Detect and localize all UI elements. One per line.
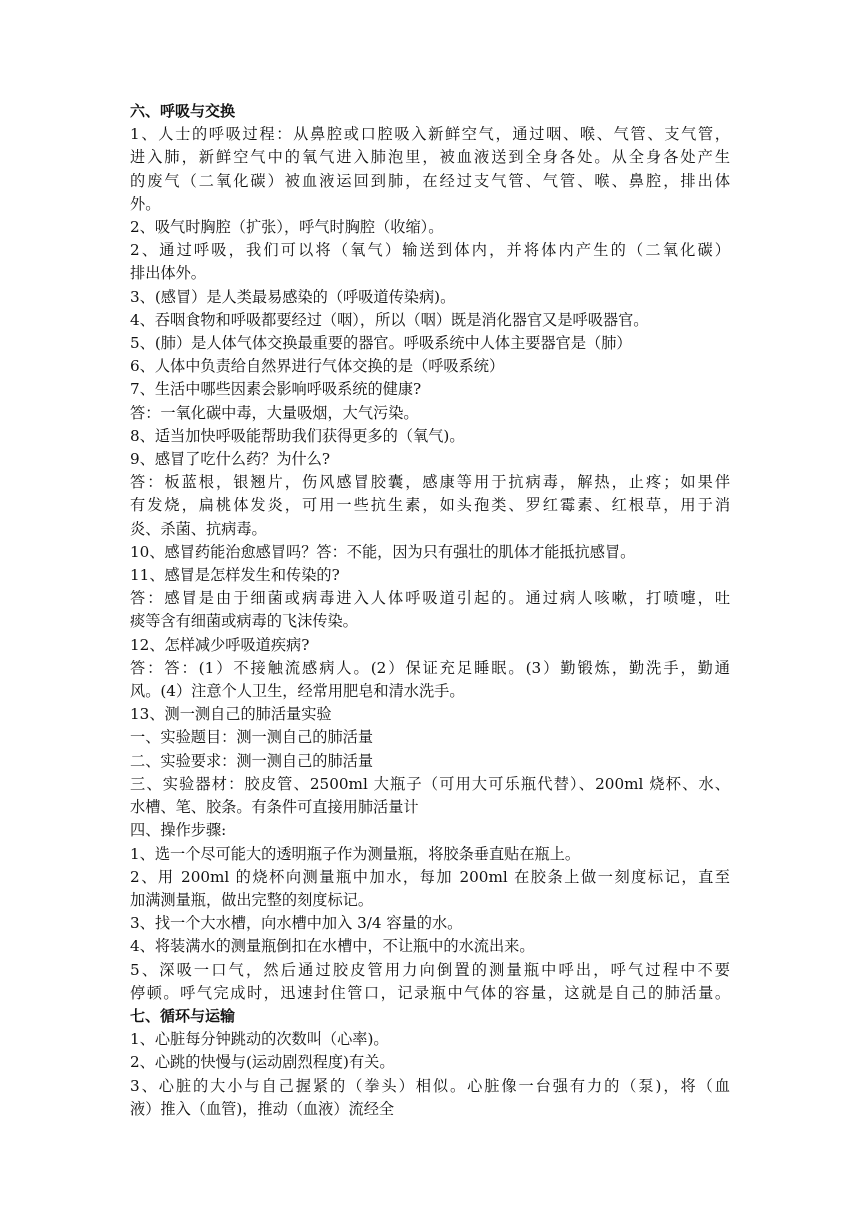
text-line: 加满测量瓶，做出完整的刻度标记。 — [130, 890, 373, 909]
text-line: 炎、杀菌、抗病毒。 — [130, 519, 267, 538]
text-line: 2、用 200ml 的烧杯向测量瓶中加水，每加 200ml 在胶条上做一刻度标记，直至 — [130, 867, 730, 886]
text-line: 风。(4）注意个人卫生，经常用肥皂和清水洗手。 — [130, 682, 465, 701]
text-line: 4、将装满水的测量瓶倒扣在水槽中，不让瓶中的水流出来。 — [130, 937, 535, 956]
text-line: 水槽、笔、胶条。有条件可直接用肺活量计 — [130, 798, 419, 817]
text-line: 答：板蓝根，银翘片，伤风感冒胶囊，感康等用于抗病毒，解热，止疼；如果伴 — [130, 473, 730, 492]
text-line: 三、实验器材：胶皮管、2500ml 大瓶子（可用大可乐瓶代替）、200ml 烧杯、水、 — [130, 774, 730, 793]
text-line: 进入肺，新鲜空气中的氧气进入肺泡里，被血液送到全身各处。从全身各处产生 — [130, 148, 730, 167]
text-line: 痰等含有细菌或病毒的飞沫传染。 — [130, 612, 358, 631]
text-line: 四、操作步骤: — [130, 821, 227, 840]
text-line: 有发烧，扁桃体发炎，可用一些抗生素，如头孢类、罗红霉素、红根草，用于消 — [130, 496, 730, 515]
text-line: 2、通过呼吸，我们可以将（氧气）输送到体内，并将体内产生的（二氧化碳） — [130, 241, 730, 260]
text-line: 12、怎样减少呼吸道疾病? — [130, 635, 310, 654]
text-line: 外。 — [130, 194, 161, 213]
text-line: 答：一氧化碳中毒，大量吸烟，大气污染。 — [130, 403, 419, 422]
text-line: 3、找一个大水槽，向水槽中加入 3/4 容量的水。 — [130, 914, 463, 933]
text-line: 停顿。呼气完成时，迅速封住管口，记录瓶中气体的容量，这就是自己的肺活量。 — [130, 983, 730, 1002]
text-line: 3、(感冒）是人类最易感染的（呼吸道传染病)。 — [130, 287, 456, 306]
text-line: 2、心跳的快慢与(运动剧烈程度)有关。 — [130, 1053, 395, 1072]
text-line: 1、心脏每分钟跳动的次数叫（心率)。 — [130, 1030, 389, 1049]
document-page — [130, 100, 730, 1121]
text-line: 5、深吸一口气，然后通过胶皮管用力向倒置的测量瓶中呼出，呼气过程中不要 — [130, 960, 730, 979]
text-line: 10、感冒药能治愈感冒吗？答：不能，因为只有强壮的肌体才能抵抗感冒。 — [130, 542, 636, 561]
text-line: 液）推入（血管)，推动（血液）流经全 — [130, 1099, 395, 1118]
text-line: 9、感冒了吃什么药？为什么? — [130, 450, 331, 469]
text-line: 7、生活中哪些因素会影响呼吸系统的健康? — [130, 380, 422, 399]
text-line: 3、心脏的大小与自己握紧的（拳头）相似。心脏像一台强有力的（泵)，将（血 — [130, 1076, 730, 1095]
text-line: 1、选一个尽可能大的透明瓶子作为测量瓶，将胶条垂直贴在瓶上。 — [130, 844, 581, 863]
text-line: 一、实验题目：测一测自己的肺活量 — [130, 728, 373, 747]
text-line: 8、适当加快呼吸能帮助我们获得更多的（氧气)。 — [130, 426, 465, 445]
section-heading: 六、呼吸与交换 — [130, 102, 236, 120]
text-line: 13、测一测自己的肺活量实验 — [130, 705, 332, 724]
text-line: 5、(肺）是人体气体交换最重要的器官。呼吸系统中人体主要器官是（肺） — [130, 334, 632, 353]
text-line: 2、吸气时胸腔（扩张），呼气时胸腔（收缩）。 — [130, 218, 444, 237]
text-line: 的废气（二氧化碳）被血液运回到肺，在经过支气管、气管、喉、鼻腔，排出体 — [130, 171, 730, 190]
text-line: 排出体外。 — [130, 264, 206, 283]
section-heading: 七、循环与运输 — [130, 1006, 236, 1025]
text-line: 答：感冒是由于细菌或病毒进入人体呼吸道引起的。通过病人咳嗽，打喷嚏，吐 — [130, 589, 730, 608]
text-line: 1、人士的呼吸过程：从鼻腔或口腔吸入新鲜空气，通过咽、喉、气管、支气管， — [130, 125, 730, 144]
text-line: 11、感冒是怎样发生和传染的? — [130, 566, 340, 585]
text-line: 答：答：(1）不接触流感病人。(2）保证充足睡眠。(3）勤锻炼，勤洗手，勤通 — [130, 658, 730, 677]
text-line: 二、实验要求：测一测自己的肺活量 — [130, 751, 373, 770]
text-line: 4、吞咽食物和呼吸都要经过（咽），所以（咽）既是消化器官又是呼吸器官。 — [130, 310, 649, 329]
text-line: 6、人体中负责给自然界进行气体交换的是（呼吸系统） — [130, 357, 505, 376]
